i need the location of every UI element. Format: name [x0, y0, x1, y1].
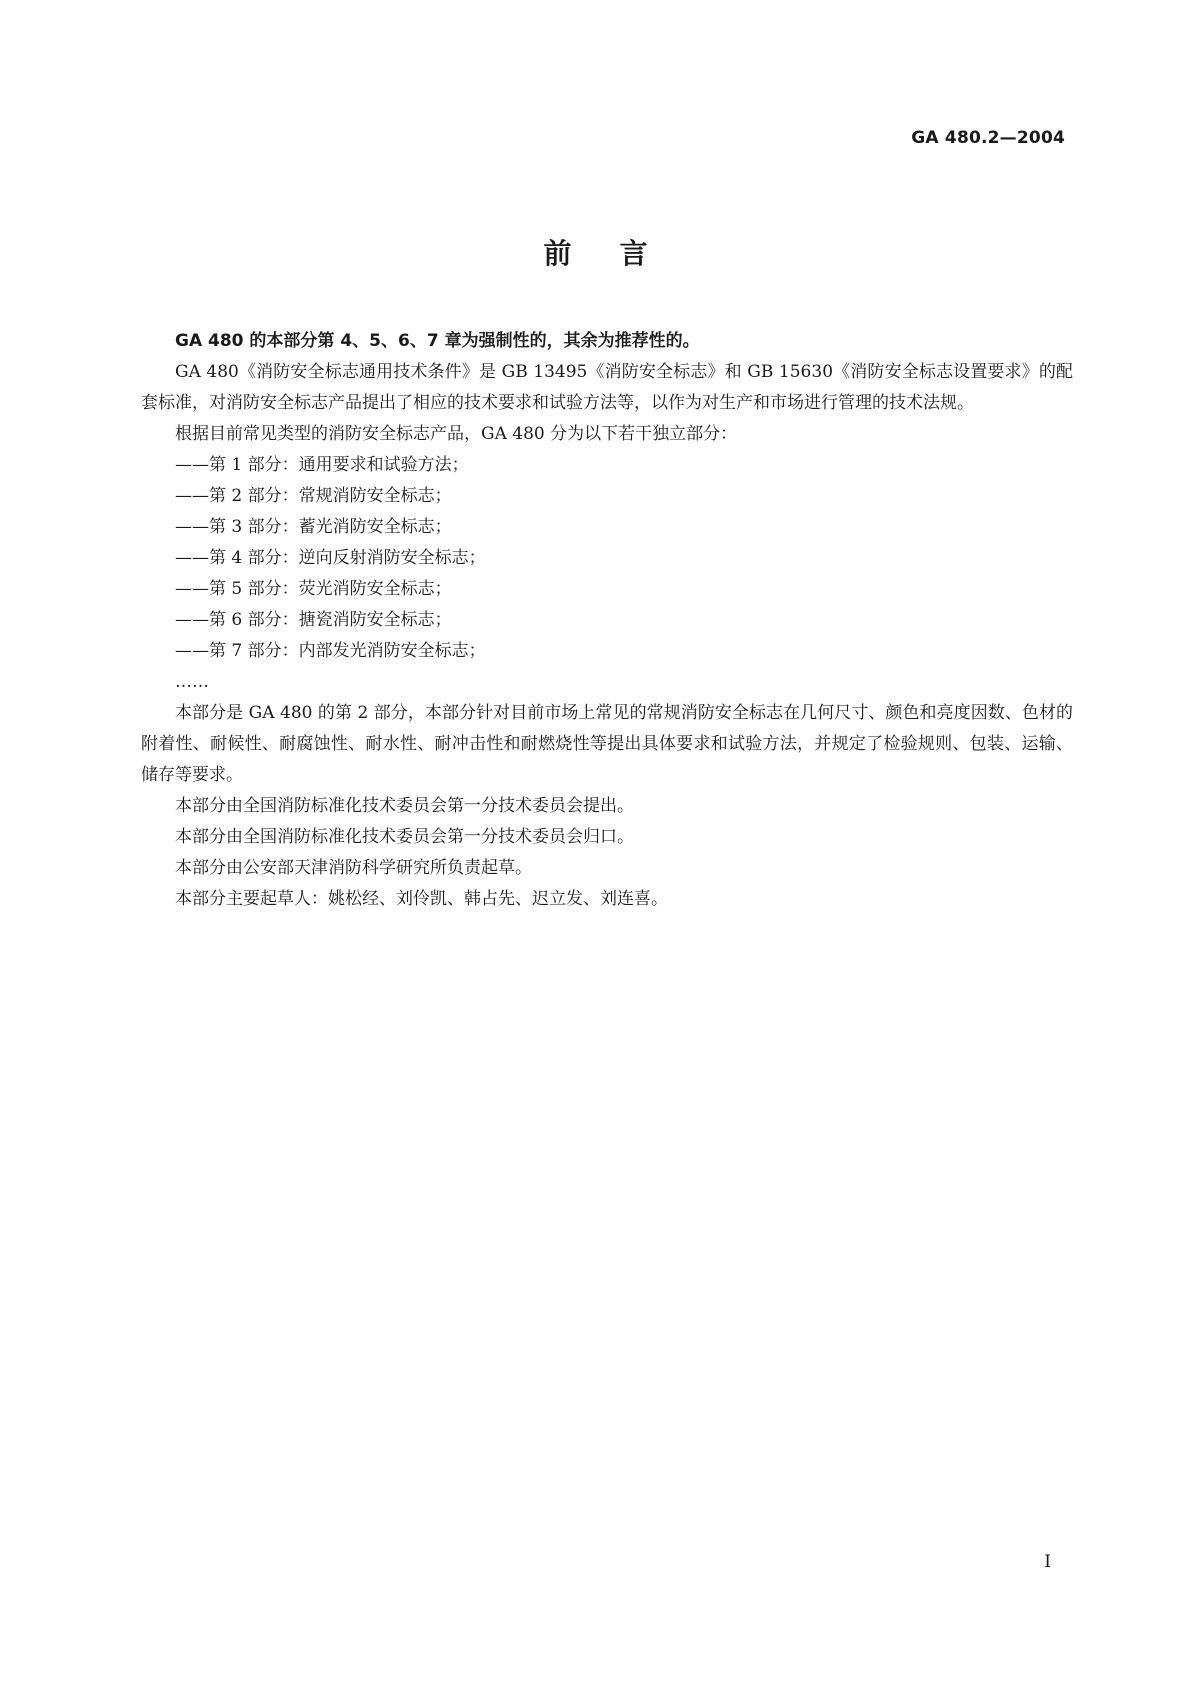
paragraph-parts-intro: 根据目前常见类型的消防安全标志产品，GA 480 分为以下若干独立部分： [175, 424, 738, 444]
paragraph-proposed-by: 本部分由全国消防标准化技术委员会第一分技术委员会提出。 [175, 796, 634, 816]
list-item: ——第 2 部分：常规消防安全标志； [175, 486, 452, 506]
parts-list [141, 450, 1073, 698]
list-item: ——第 6 部分：搪瓷消防安全标志； [175, 610, 452, 630]
foreword-body [141, 326, 1073, 915]
list-item: ——第 7 部分：内部发光消防安全标志； [175, 641, 486, 661]
page-title: 前言 [543, 237, 696, 270]
list-item: ——第 5 部分：荧光消防安全标志； [175, 579, 452, 599]
mandatory-statement: GA 480 的本部分第 4、5、6、7 章为强制性的，其余为推荐性的。 [175, 331, 700, 351]
standard-number: GA 480.2—2004 [911, 128, 1065, 148]
paragraph-standard-relation: GA 480《消防安全标志通用技术条件》是 GB 13495《消防安全标志》和 GB 15630《消防安全标志设置要求》的配套标准，对消防安全标志产品提出了相应的技术要求和试验方法等，以作为对生产和市场进行管理的技术法规。 [141, 362, 1073, 413]
paragraph-scope: 本部分是 GA 480 的第 2 部分，本部分针对目前市场上常见的常规消防安全标志在几何尺寸、颜色和亮度因数、色材的附着性、耐候性、耐腐蚀性、耐水性、耐冲击性和耐燃烧性等提出具体要求和试验方法，并规定了检验规则、包装、运输、储存等要求。 [141, 703, 1073, 785]
list-item: ——第 4 部分：逆向反射消防安全标志； [175, 548, 486, 568]
list-item: ——第 3 部分：蓄光消防安全标志； [175, 517, 452, 537]
page-number: I [1044, 1552, 1051, 1572]
paragraph-drafters: 本部分主要起草人：姚松经、刘伶凯、韩占先、迟立发、刘连喜。 [175, 889, 668, 909]
paragraph-managed-by: 本部分由全国消防标准化技术委员会第一分技术委员会归口。 [175, 827, 634, 847]
paragraph-drafted-by: 本部分由公安部天津消防科学研究所负责起草。 [175, 858, 532, 878]
list-item: ——第 1 部分：通用要求和试验方法； [175, 455, 469, 475]
list-ellipsis: …… [175, 672, 209, 692]
